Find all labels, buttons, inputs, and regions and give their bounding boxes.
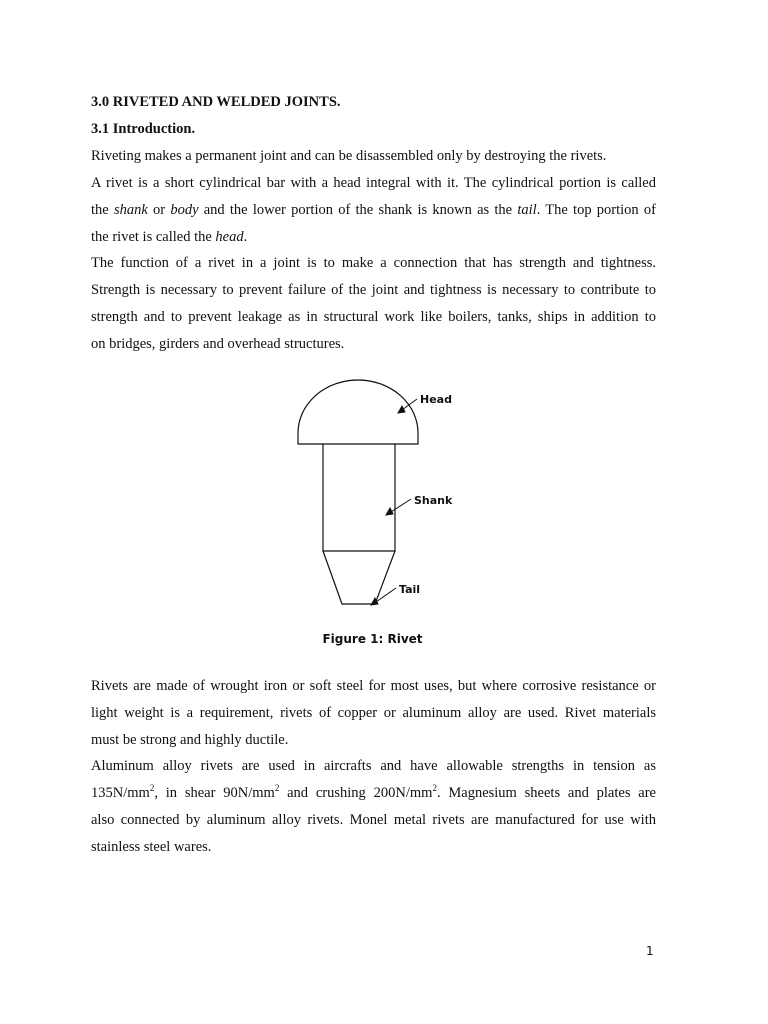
superscript: 2 (432, 783, 437, 794)
superscript: 2 (149, 783, 155, 794)
section-heading: 3.0 RIVETED AND WELDED JOINTS. (91, 94, 341, 110)
paragraph-aluminum-rivets (91, 753, 656, 861)
label-shank: Shank (414, 494, 453, 507)
text-run: and the lower portion of the shank is known as the (198, 202, 518, 218)
paragraph-rivet-definition (91, 170, 656, 251)
paragraph-line: must be strong and highly ductile. (91, 732, 289, 748)
shank-leader-line (391, 499, 411, 512)
paragraph-line: light weight is a requirement, rivets of copper or aluminum alloy are used. Rivet materials (91, 705, 656, 721)
label-tail: Tail (399, 583, 421, 596)
paragraph-line: The function of a rivet in a joint is to make a connection that has strength and tightness. (91, 255, 656, 271)
rivet-figure (280, 378, 480, 610)
text-run: A rivet is a short cylindrical bar with a head integral with it. The cylindrical portion is called (91, 175, 656, 191)
text-run: . (243, 229, 248, 245)
paragraph-line (91, 224, 656, 251)
text-run: 135N/mm (91, 785, 150, 801)
text-run: the (91, 202, 114, 218)
figure-caption: Figure 1: Rivet (322, 632, 423, 646)
paragraph-line: Rivets are made of wrought iron or soft steel for most uses, but where corrosive resistance or (91, 678, 656, 694)
term-body: body (170, 202, 199, 218)
text-run: , in shear 90N/mm (154, 785, 275, 801)
paragraph-line: also connected by aluminum alloy rivets. Monel metal rivets are manufactured for use with (91, 812, 656, 828)
text-run: or (147, 202, 171, 218)
head-leader-line (402, 399, 417, 410)
head-arrow-icon (398, 406, 405, 413)
shank-arrow-icon (386, 508, 393, 515)
subsection-heading: 3.1 Introduction. (91, 121, 196, 137)
label-head: Head (420, 393, 452, 406)
paragraph-rivet-materials (91, 673, 656, 754)
paragraph-line (91, 780, 656, 807)
text-run: . The top portion of (536, 202, 656, 218)
rivet-diagram (280, 378, 480, 610)
paragraph-text: Riveting makes a permanent joint and can be disassembled only by destroying the rivets. (91, 148, 607, 164)
superscript: 2 (274, 783, 280, 794)
paragraph-line: Strength is necessary to prevent failure of the joint and tightness is necessary to contribute to (91, 282, 656, 298)
text-run: the rivet is called the (91, 229, 216, 245)
text-run: . Magnesium sheets and plates are (436, 785, 656, 801)
term-head: head (215, 229, 244, 245)
term-tail: tail (517, 202, 537, 218)
paragraph-line (91, 170, 656, 197)
term-shank: shank (113, 202, 148, 218)
paragraph-line (91, 197, 656, 224)
rivet-shank-shape (323, 444, 395, 551)
paragraph-line: on bridges, girders and overhead structures. (91, 336, 345, 352)
paragraph-line: stainless steel wares. (91, 839, 212, 855)
paragraph-line: strength and to prevent leakage as in structural work like boilers, tanks, ships in addition to (91, 309, 656, 325)
paragraph-rivet-function (91, 250, 656, 358)
text-run: and crushing 200N/mm (279, 785, 433, 801)
paragraph-line: Aluminum alloy rivets are used in aircrafts and have allowable strengths in tension as (91, 758, 656, 774)
paragraph-riveting-permanent (91, 143, 656, 170)
page-number: 1 (646, 944, 654, 958)
